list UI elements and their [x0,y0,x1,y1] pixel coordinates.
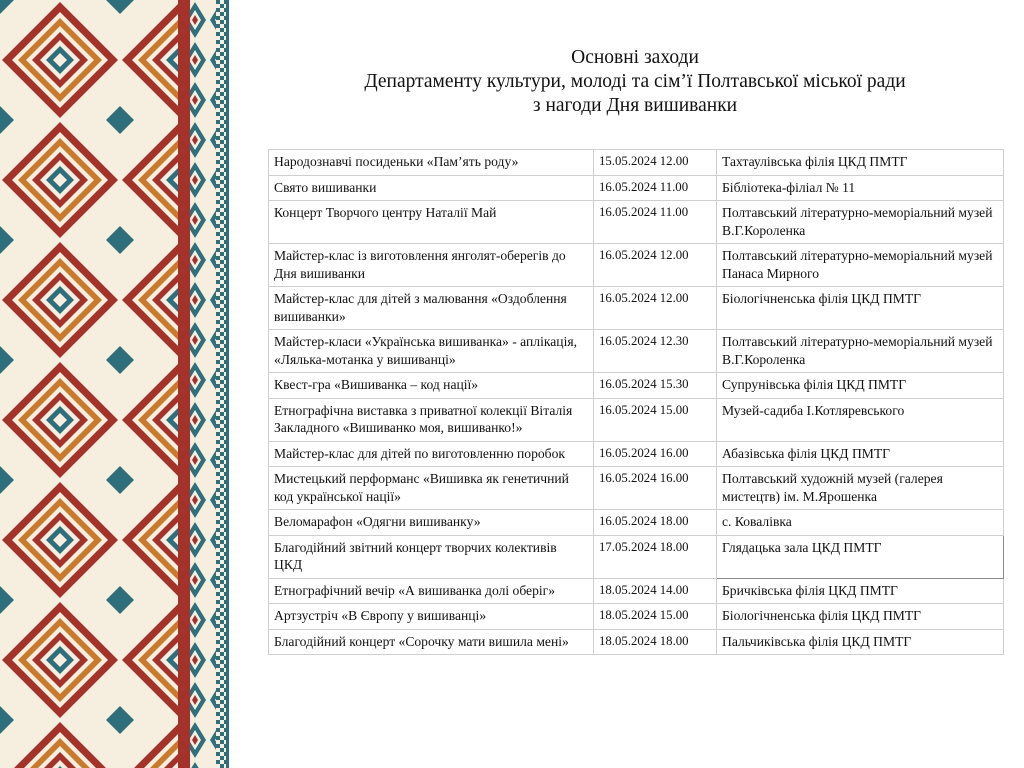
event-place-cell: Бричківська філія ЦКД ПМТГ [717,578,1004,604]
event-datetime-cell: 15.05.2024 12.00 [594,150,717,176]
embroidery-ornament [0,0,258,768]
table-row [269,244,1004,287]
events-table-body [269,150,1004,655]
table-row [269,150,1004,176]
event-place-cell: Тахтаулівська філія ЦКД ПМТГ [717,150,1004,176]
title-line-2: Департаменту культури, молоді та сім’ї Полтавської міської ради [364,71,906,92]
event-datetime-cell: 16.05.2024 16.00 [594,467,717,510]
event-name-cell: Майстер-класи «Українська вишиванка» - аплікація, «Лялька-мотанка у вишиванці» [269,330,594,373]
table-row [269,578,1004,604]
event-place-cell: Пальчиківська філія ЦКД ПМТГ [717,629,1004,655]
table-row [269,287,1004,330]
event-datetime-cell: 18.05.2024 15.00 [594,604,717,630]
table-row [269,201,1004,244]
table-row [269,398,1004,441]
event-datetime-cell: 16.05.2024 16.00 [594,441,717,467]
event-name-cell: Мистецький перформанс «Вишивка як генетичний код української нації» [269,467,594,510]
event-datetime-cell: 16.05.2024 12.30 [594,330,717,373]
title-line-1: Основні заходи [571,47,699,68]
event-name-cell: Концерт Творчого центру Наталії Май [269,201,594,244]
event-datetime-cell: 16.05.2024 18.00 [594,510,717,536]
event-place-cell: Абазівська філія ЦКД ПМТГ [717,441,1004,467]
event-datetime-cell: 16.05.2024 12.00 [594,287,717,330]
event-name-cell: Етнографічний вечір «А вишиванка долі оберіг» [269,578,594,604]
table-row [269,441,1004,467]
event-name-cell: Народознавчі посиденьки «Пам’ять роду» [269,150,594,176]
event-place-cell: Бібліотека-філіал № 11 [717,175,1004,201]
event-name-cell: Благодійний концерт «Сорочку мати вишила мені» [269,629,594,655]
event-datetime-cell: 16.05.2024 11.00 [594,175,717,201]
title-line-3: з нагоди Дня вишиванки [532,95,738,116]
event-name-cell: Квест-гра «Вишиванка – код нації» [269,373,594,399]
event-name-cell: Майстер-клас для дітей по виготовленню поробок [269,441,594,467]
event-datetime-cell: 17.05.2024 18.00 [594,535,717,578]
table-row [269,535,1004,578]
event-name-cell: Етнографічна виставка з приватної колекції Віталія Закладного «Вишиванко моя, вишиванко!» [269,398,594,441]
event-datetime-cell: 16.05.2024 12.00 [594,244,717,287]
event-place-cell: Глядацька зала ЦКД ПМТГ [717,535,1004,578]
event-place-cell: Полтавський літературно-меморіальний музей Панаса Мирного [717,244,1004,287]
event-name-cell: Веломарафон «Одягни вишиванку» [269,510,594,536]
table-row [269,175,1004,201]
event-place-cell: Полтавський літературно-меморіальний музей В.Г.Короленка [717,330,1004,373]
event-place-cell: Полтавський літературно-меморіальний музей В.Г.Короленка [717,201,1004,244]
event-place-cell: Біологічненська філія ЦКД ПМТГ [717,287,1004,330]
table-row [269,629,1004,655]
event-name-cell: Майстер-клас для дітей з малювання «Оздоблення вишиванки» [269,287,594,330]
table-row [269,330,1004,373]
event-place-cell: Музей-садиба І.Котляревського [717,398,1004,441]
event-place-cell: Супрунівська філія ЦКД ПМТГ [717,373,1004,399]
event-name-cell: Благодійний звітний концерт творчих колективів ЦКД [269,535,594,578]
event-datetime-cell: 18.05.2024 14.00 [594,578,717,604]
page-title [270,46,1000,118]
table-row [269,467,1004,510]
event-place-cell: с. Ковалівка [717,510,1004,536]
table-row [269,373,1004,399]
event-place-cell: Полтавський художній музей (галерея мистецтв) ім. М.Ярошенка [717,467,1004,510]
embroidery-pattern-icon [0,0,258,768]
event-name-cell: Свято вишиванки [269,175,594,201]
events-table [268,149,1004,655]
event-datetime-cell: 18.05.2024 18.00 [594,629,717,655]
event-name-cell: Артзустріч «В Європу у вишиванці» [269,604,594,630]
event-name-cell: Майстер-клас із виготовлення янголят-оберегів до Дня вишиванки [269,244,594,287]
event-datetime-cell: 16.05.2024 11.00 [594,201,717,244]
table-row [269,604,1004,630]
event-place-cell: Біологічненська філія ЦКД ПМТГ [717,604,1004,630]
event-datetime-cell: 16.05.2024 15.00 [594,398,717,441]
table-row [269,510,1004,536]
event-datetime-cell: 16.05.2024 15.30 [594,373,717,399]
